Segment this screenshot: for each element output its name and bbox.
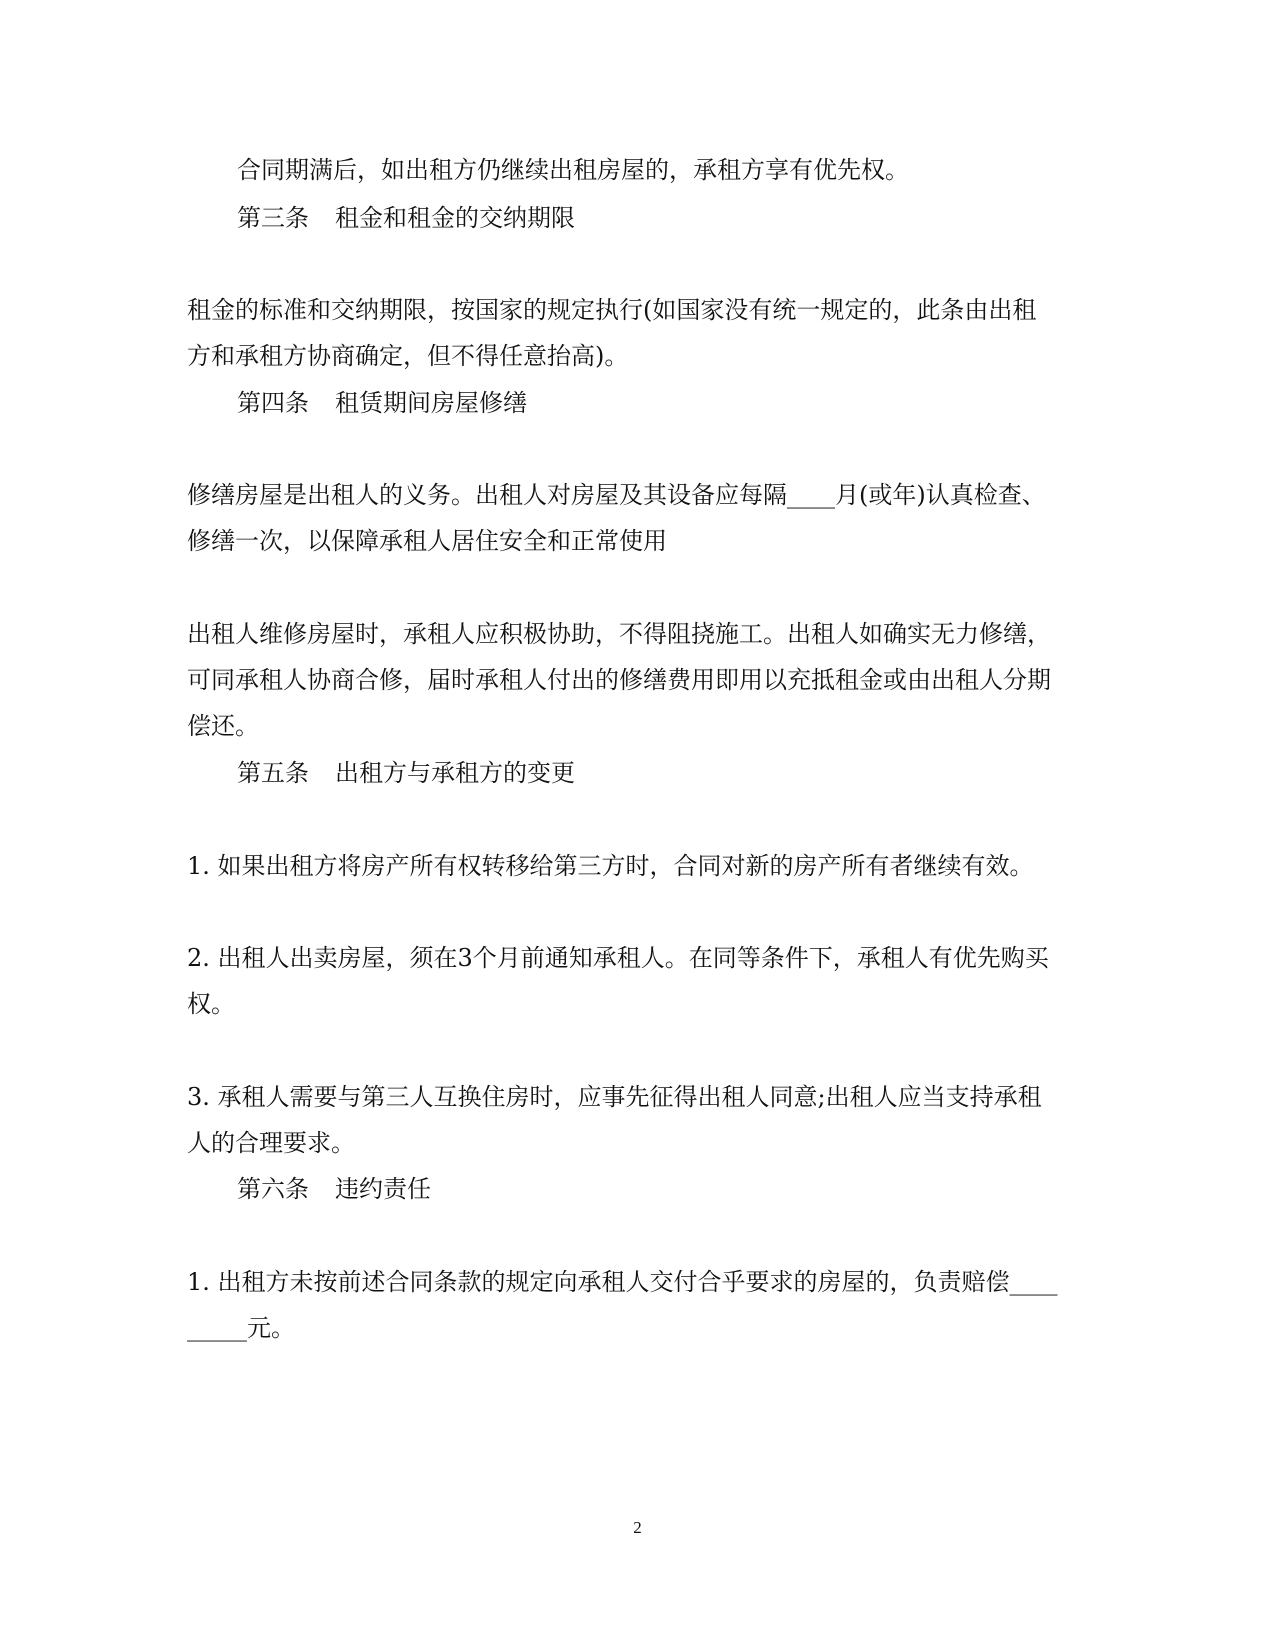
article-title: 租金和租金的交纳期限 (335, 204, 575, 232)
article-title: 出租方与承租方的变更 (335, 759, 575, 787)
article-number: 第六条 (237, 1175, 309, 1203)
paragraph-line: 方和承租方协商确定，但不得任意抬高)。 (187, 342, 629, 370)
paragraph-line: 偿还。 (187, 712, 259, 740)
list-item: 3. 承租人需要与第三人互换住房时，应事先征得出租人同意;出租人应当支持承租 (187, 1083, 1042, 1111)
article-heading (237, 201, 575, 235)
list-item-continuation: 权。 (187, 990, 235, 1018)
page-number: 2 (633, 1518, 642, 1537)
paragraph-line: 租金的标准和交纳期限，按国家的规定执行(如国家没有统一规定的，此条由出租 (187, 296, 1037, 324)
paragraph-line: 修缮一次，以保障承租人居住安全和正常使用 (187, 527, 667, 555)
list-item: 1. 如果出租方将房产所有权转移给第三方时，合同对新的房产所有者继续有效。 (187, 852, 1034, 880)
paragraph-line: 合同期满后，如出租方仍继续出租房屋的，承租方享有优先权。 (237, 156, 909, 184)
paragraph-line: 修缮房屋是出租人的义务。出租人对房屋及其设备应每隔____月(或年)认真检查、 (187, 481, 1046, 509)
article-number: 第五条 (237, 759, 309, 787)
list-item: 2. 出租人出卖房屋，须在3个月前通知承租人。在同等条件下，承租人有优先购买 (187, 944, 1049, 972)
list-item: 1. 出租方未按前述合同条款的规定向承租人交付合乎要求的房屋的，负责赔偿____ (187, 1268, 1058, 1296)
article-number: 第四条 (237, 389, 309, 417)
list-item-continuation: 人的合理要求。 (187, 1129, 355, 1157)
article-title: 租赁期间房屋修缮 (335, 389, 527, 417)
article-number: 第三条 (237, 204, 309, 232)
list-item-continuation: _____元。 (187, 1314, 295, 1342)
article-title: 违约责任 (335, 1175, 431, 1203)
paragraph-line: 出租人维修房屋时，承租人应积极协助，不得阻挠施工。出租人如确实无力修缮， (187, 620, 1051, 648)
paragraph-line: 可同承租人协商合修，届时承租人付出的修缮费用即用以充抵租金或由出租人分期 (187, 666, 1051, 694)
article-heading (237, 756, 575, 790)
article-heading (237, 1172, 431, 1206)
article-heading (237, 386, 527, 420)
